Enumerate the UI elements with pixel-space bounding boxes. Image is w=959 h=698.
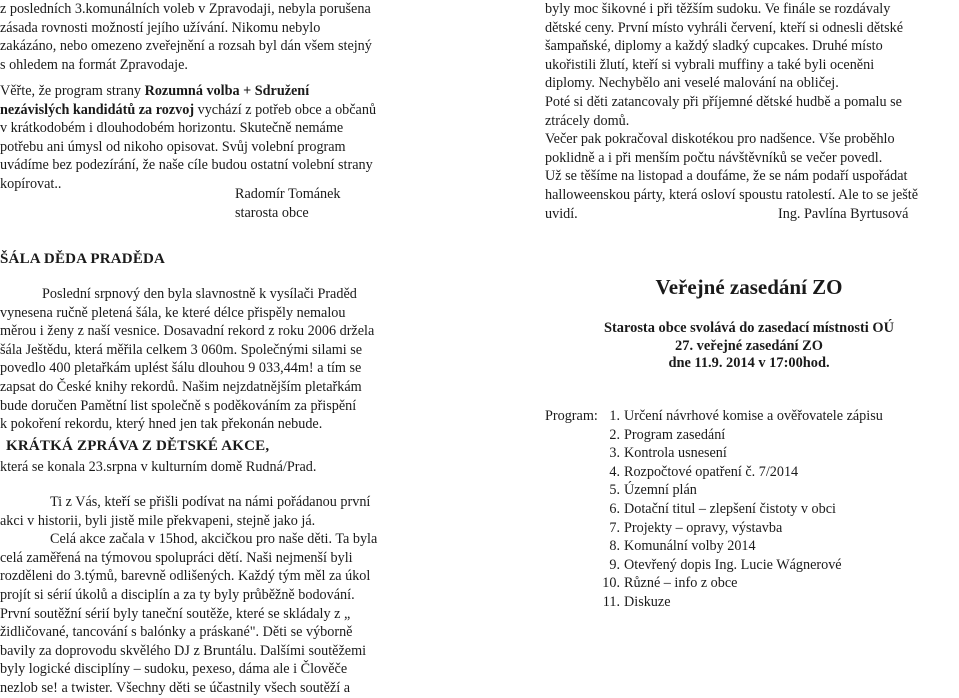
text-line: akci v historii, byli jistě mile překvapeni, stejně jako já.	[0, 512, 316, 529]
list-item: 4. Rozpočtové opatření č. 7/2014	[609, 463, 799, 480]
text-line: uvádíme bez podezírání, že naše cíle budou ostatní volební strany	[0, 157, 373, 174]
party-paragraph	[0, 82, 390, 194]
text-line: byly logické disciplíny – sudoku, pexeso, dáma ale i Člověče	[0, 661, 348, 678]
text-line: První soutěžní sérií byly taneční soutěže, které se skládaly z „	[0, 605, 351, 622]
announcement-line: dne 11.9. 2014 v 17:00hod.	[668, 355, 830, 372]
list-item: 10. Různé – info z obce	[602, 575, 738, 592]
text-line: bude doručen Pamětní list společně s poděkováním za přispění	[0, 397, 357, 414]
party-name: Rozumná volba + Sdružení	[144, 83, 310, 99]
text-line: ztrácely domů.	[545, 112, 630, 129]
text-line: k pokoření rekordu, který hned jen tak překonán nebude.	[0, 416, 323, 433]
signature-role: starosta obce	[235, 204, 309, 221]
list-item: 7. Projekty – opravy, výstavba	[609, 519, 783, 536]
akce-paragraph	[0, 493, 392, 698]
text-line: měrou i ženy z naší vesnice. Dosavadní rekord z roku 2006 držela	[0, 323, 375, 340]
text-line: zásada rovnosti možností jejího užívání. Nikomu nebylo	[0, 19, 321, 36]
author: Ing. Pavlína Byrtusová	[778, 206, 909, 222]
text-line: celá zaměřená na týmovou spolupráci dětí. Naši nejmenší byli	[0, 549, 353, 566]
text-line: Ti z Vás, kteří se přišli podívat na námi pořádanou první	[50, 494, 371, 510]
text-line: Poté si děti zatancovaly při příjemné dětské hudbě a pomalu se	[545, 93, 902, 110]
text-line: židličované, tancování s balónky a práskané". Děti se výborně	[0, 624, 353, 641]
text-line: zapsat do České knihy rekordů. Našim nejzdatnějším pletařkám	[0, 378, 362, 395]
list-item: 9. Otevřený dopis Ing. Lucie Wágnerové	[609, 556, 842, 573]
text-line: Poslední srpnový den byla slavnostně k vysílači Praděd	[42, 286, 357, 302]
list-item: 8. Komunální volby 2014	[609, 538, 756, 555]
text-line: poklidně a i při menším počtu návštěvníků se večer povedl.	[545, 149, 883, 166]
signature-name: Radomír Tománek	[235, 186, 341, 202]
list-item: 11. Diskuze	[602, 593, 671, 610]
text-line: nezlob se! a twister. Všechny děti se účastnily všech soutěží a	[0, 679, 350, 696]
list-item: 5. Územní plán	[609, 482, 697, 499]
announcement-line: Starosta obce svolává do zasedací místnosti OÚ	[604, 320, 894, 336]
text-line: uvidí.	[545, 205, 578, 222]
text-line: Celá akce začala v 15hod, akcičkou pro naše děti. Ta byla	[50, 531, 378, 548]
meeting-title: Veřejné zasedání ZO	[655, 275, 843, 299]
text-line: diplomy. Nechybělo ani veselé malování na obličej.	[545, 75, 839, 92]
intro-paragraph	[0, 0, 388, 74]
text-line: bavily za doprovodu skvělého DJ z Bruntálu. Dalšími soutěžemi	[0, 642, 367, 659]
text-line: šála Ještědu, která měřila celkem 3 060m. Společnými silami se	[0, 341, 363, 358]
text-line: potřebu ani úmysl od nikoho opisovat. Svůj volební program	[0, 138, 346, 155]
sala-paragraph	[0, 285, 392, 434]
text-line: byly moc šikovné i při těžším sudoku. Ve finále se rozdávaly	[545, 1, 891, 17]
signature	[235, 185, 341, 222]
text-line: šampaňské, diplomy a každý sladký cupcakes. Druhé místo	[545, 38, 883, 55]
text-line: z posledních 3.komunálních voleb v Zpravodaji, nebyla porušena	[0, 1, 371, 17]
section-heading-akce: KRÁTKÁ ZPRÁVA Z DĚTSKÉ AKCE,	[6, 438, 270, 454]
akce-subtitle	[0, 458, 316, 477]
text-line: Večer pak pokračoval diskotékou pro nadšence. Vše proběhlo	[545, 131, 895, 148]
meeting-announcement	[545, 320, 953, 373]
text-line: ukořistili žlutí, kteří si vybrali muffiny a také byli oceněni	[545, 56, 875, 73]
text-line: kopírovat..	[0, 175, 62, 192]
list-item: 3. Kontrola usnesení	[609, 445, 727, 462]
text-line: povedlo 400 pletařkám uplést šálu dlouhou 9 033,44m! a tím se	[0, 360, 362, 377]
list-item: 2. Program zasedání	[609, 426, 726, 443]
text: Věřte, že program strany	[0, 83, 145, 99]
text-line: Už se těšíme na listopad a doufáme, že se nám podaří uspořádat	[545, 168, 908, 185]
text-line: dětské ceny. První místo vyhráli červení, kteří si odnesli dětské	[545, 19, 904, 36]
akce-continuation	[545, 0, 951, 223]
text: vychází z potřeb obce a občanů	[194, 101, 377, 118]
announcement-line: 27. veřejné zasedání ZO	[675, 337, 823, 354]
text-line: s ohledem na formát Zpravodaje.	[0, 56, 188, 73]
list-item: 1. Určení návrhové komise a ověřovatele zápisu	[609, 408, 883, 424]
text-line: rozděleni do 3.týmů, barevně odlišených. Každý tým měl za úkol	[0, 568, 371, 585]
text-line: halloweenskou párty, která osloví spoustu ratolestí. Ale to se ještě	[545, 186, 919, 203]
text-line: projít si sérií úkolů a disciplín a za ty byly průběžně bodování.	[0, 586, 355, 603]
text-line: která se konala 23.srpna v kulturním domě Rudná/Prad.	[0, 459, 317, 475]
text-line: v krátkodobém i dlouhodobém horizontu. Skutečně nemáme	[0, 120, 344, 137]
program-list	[594, 407, 883, 612]
author-name	[778, 205, 908, 224]
list-item: 6. Dotační titul – zlepšení čistoty v obci	[609, 500, 836, 517]
party-name: nezávislých kandidátů za rozvoj	[0, 101, 195, 118]
program-label: Program:	[545, 408, 598, 424]
text-line: vynesena ručně pletená šála, ke které délce přispěly nemalou	[0, 304, 346, 321]
text-line: zakázáno, nebo omezeno zveřejnění a rozsah byl dán všem stejný	[0, 38, 372, 55]
section-heading-sala: ŠÁLA DĚDA PRADĚDA	[0, 251, 166, 267]
